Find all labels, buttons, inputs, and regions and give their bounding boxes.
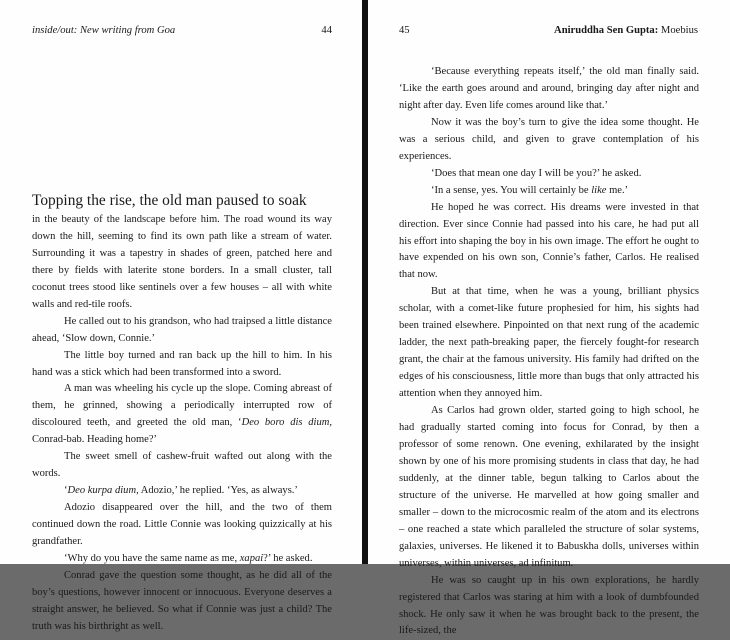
italic-phrase: xapai: [239, 553, 264, 565]
paragraph: ‘Does that mean one day I will be you?’ he asked.: [431, 167, 642, 179]
lead-in-text: Topping the rise, the old man paused to soak: [32, 192, 307, 209]
paragraph: The little boy turned and ran back up the hill to him. In his hand was a stick which had been transformed into a sword.: [32, 349, 332, 378]
paragraph: He was so caught up in his own explorations, he hardly registered that Carlos was staring at him with a look of dumbfounded shock. He only saw it when he was brought back to the present, the life-sized, the: [399, 574, 699, 637]
right-body-text: [399, 64, 699, 640]
paragraph: [32, 483, 332, 500]
opening-paragraph-rest: in the beauty of the landscape before him. The road wound its way down the hill, seeming to find its own path like a stream of water. Surrounding it was a tapestry in shades of green, patched here and there by fields with laterite stone borders. In a small cluster, tall coconut trees stood like sentinels over a few houses – all with white walls and red-tile roofs.: [32, 213, 332, 310]
opening-paragraph: [32, 191, 332, 314]
paragraph: [399, 183, 699, 200]
left-body-text: [32, 192, 332, 636]
paragraph: Conrad gave the question some thought, as he did all of the boy’s questions, however innocent or innocuous. Everyone deserves a straight answer, he believed. So what if Connie was just a child? The truth was his birthright as well.: [32, 569, 332, 632]
paragraph: [32, 551, 332, 568]
page-number-left: 44: [321, 25, 332, 36]
text-run: A man was wheeling his cycle up the slope. Coming abreast of them, he grinned, showing a periodically interrupted row of discoloured teeth, and greeted the old man, ‘: [32, 383, 332, 429]
page-number-right: 45: [399, 25, 410, 36]
paragraph: He hoped he was correct. His dreams were invested in that direction. Ever since Connie had passed into his care, he had put all his effort into shaping the boy in his own image. The effort he ought to have expended on his own son, Connie’s father, Carlos. He realised that now.: [399, 201, 699, 281]
paragraph: Adozio disappeared over the hill, and the two of them continued down the road. Little Connie was looking quizzically at his grandfather.: [32, 502, 332, 548]
left-page: [0, 0, 362, 632]
running-title: inside/out: New writing from Goa: [32, 25, 176, 36]
paragraph: He called out to his grandson, who had traipsed a little distance ahead, ‘Slow down, Connie.’: [32, 315, 332, 344]
paragraph: [32, 381, 332, 449]
italic-phrase: Deo kurpa dium: [67, 485, 137, 497]
author-name: Aniruddha Sen Gupta:: [554, 25, 659, 36]
italic-phrase: like: [591, 184, 607, 196]
paragraph: But at that time, when he was a young, brilliant physics scholar, with a comet-like future prophesied for him, his sights had been trained elsewhere. Pinpointed on that next rung of the academic ladder, the next path-breaking paper, the fiercely fought-for research grant, the chair at the famous university. His family had drifted on the edges of his consciousness, little more than bugs that only attracted his attention when they annoyed him.: [399, 286, 699, 400]
paragraph: As Carlos had grown older, started going to high school, he had gradually started coming into focus for Conrad, by then a professor of some renown. One evening, exhilarated by the insight shown by one of his more promising students in class that day, he had suddenly, at the dinner table, begun talking to Carlos about the structure of the universe. He marvelled at how going smaller and smaller – down to the microcosmic realm of the atom and its electrons – one reached a state which paralleled the structure of solar systems, galaxies, universes. He likened it to Babuskha dolls, universes within universes, within universes, ad infinitum.: [399, 405, 699, 569]
text-run: ‘Why do you have the same name as me,: [64, 553, 240, 565]
text-run: , Conrad-bab. Heading home?’: [32, 417, 332, 446]
paragraph: Now it was the boy’s turn to give the idea some thought. He was a serious child, and given to grave contemplation of his experiences.: [399, 116, 699, 162]
text-run: , Adozio,’ he replied. ‘Yes, as always.’: [136, 485, 298, 497]
text-run: ‘: [64, 485, 68, 497]
paragraph: ‘Because everything repeats itself,’ the old man finally said. ‘Like the earth goes around and around, bringing day after night and night after day. Even life comes around like that.’: [399, 66, 699, 111]
paragraph: The sweet smell of cashew-fruit wafted out along with the words.: [32, 451, 332, 480]
text-run: ‘In a sense, yes. You will certainly be: [431, 184, 592, 196]
running-author-title: [554, 24, 698, 37]
italic-phrase: Deo boro dis dium: [241, 417, 330, 429]
text-run: ?’ he asked.: [263, 553, 313, 565]
story-title: Moebius: [660, 25, 698, 36]
right-page: [368, 0, 730, 637]
text-run: me.’: [606, 184, 629, 196]
